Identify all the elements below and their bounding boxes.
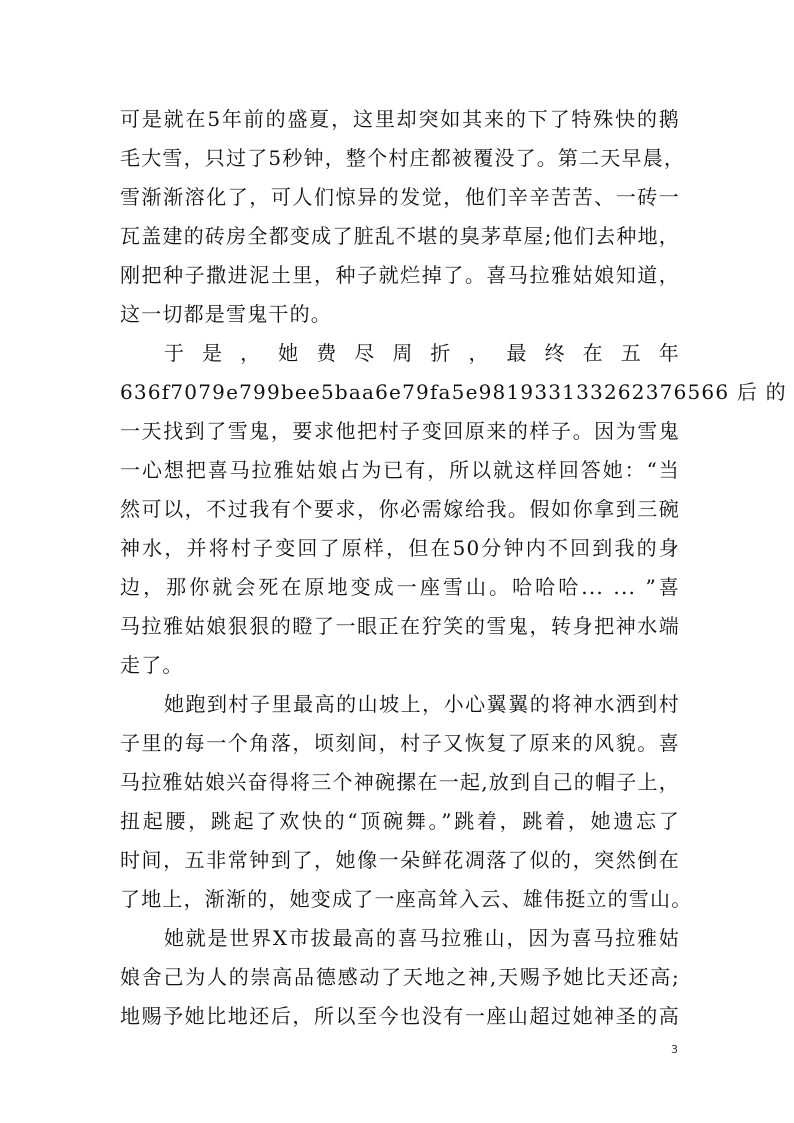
body-text: [120, 100, 787, 1036]
text-line: 然可以，不过我有个要求，你必需嫁给我。假如你拿到三碗: [120, 497, 680, 521]
text-line: 可是就在5年前的盛夏，这里却突如其来的下了特殊快的鹅: [120, 107, 680, 131]
text-line: 扭起腰，跳起了欢快的“顶碗舞。”跳着，跳着，她遗忘了: [120, 809, 680, 833]
text-line: 636f7079e799bee5baa6e79fa5e981933133262376566 后 的: [120, 380, 787, 404]
text-line: 走了。: [120, 653, 184, 677]
text-line: 神水，并将村子变回了原样，但在50分钟内不回到我的身: [120, 536, 680, 560]
page-number: 3: [671, 1043, 678, 1056]
text-line: 马拉雅姑娘狠狠的瞪了一眼正在狞笑的雪鬼，转身把神水端: [120, 614, 680, 638]
text-line: 她就是世界X市拔最高的喜马拉雅山，因为喜马拉雅姑: [164, 926, 680, 950]
text-line: 时间，五非常钟到了，她像一朵鲜花凋落了似的，突然倒在: [120, 848, 680, 872]
text-line: 地赐予她比地还后，所以至今也没有一座山超过她神圣的高: [120, 1004, 680, 1028]
text-line: 子里的每一个角落，顷刻间，村子又恢复了原来的风貌。喜: [120, 731, 680, 755]
text-line: 一天找到了雪鬼，要求他把村子变回原来的样子。因为雪鬼: [120, 419, 680, 443]
text-line: 马拉雅姑娘兴奋得将三个神碗摞在一起,放到自己的帽子上，: [120, 770, 680, 794]
text-line: 刚把种子撒进泥土里，种子就烂掉了。喜马拉雅姑娘知道，: [120, 263, 680, 287]
text-line: 一心想把喜马拉雅姑娘占为已有，所以就这样回答她：“当: [120, 458, 680, 482]
text-line: 毛大雪，只过了5秒钟，整个村庄都被覆没了。第二天早晨，: [120, 146, 686, 170]
text-line: 她跑到村子里最高的山坡上，小心翼翼的将神水洒到村: [164, 692, 680, 716]
text-line: 于 是 ， 她 费 尽 周 折 ， 最 终 在 五 年: [164, 341, 680, 365]
text-line: 娘舍己为人的崇高品德感动了天地之神,天赐予她比天还高;: [120, 965, 680, 989]
text-line: 瓦盖建的砖房全都变成了脏乱不堪的臭茅草屋;他们去种地，: [120, 224, 680, 248]
text-line: 了地上，渐渐的，她变成了一座高耸入云、雄伟挺立的雪山。: [120, 887, 693, 911]
text-line: 雪渐渐溶化了，可人们惊异的发觉，他们辛辛苦苦、一砖一: [120, 185, 680, 209]
text-line: 边，那你就会死在原地变成一座雪山。哈哈哈... ... ”喜: [120, 575, 680, 599]
text-line: 这一切都是雪鬼干的。: [120, 302, 332, 326]
